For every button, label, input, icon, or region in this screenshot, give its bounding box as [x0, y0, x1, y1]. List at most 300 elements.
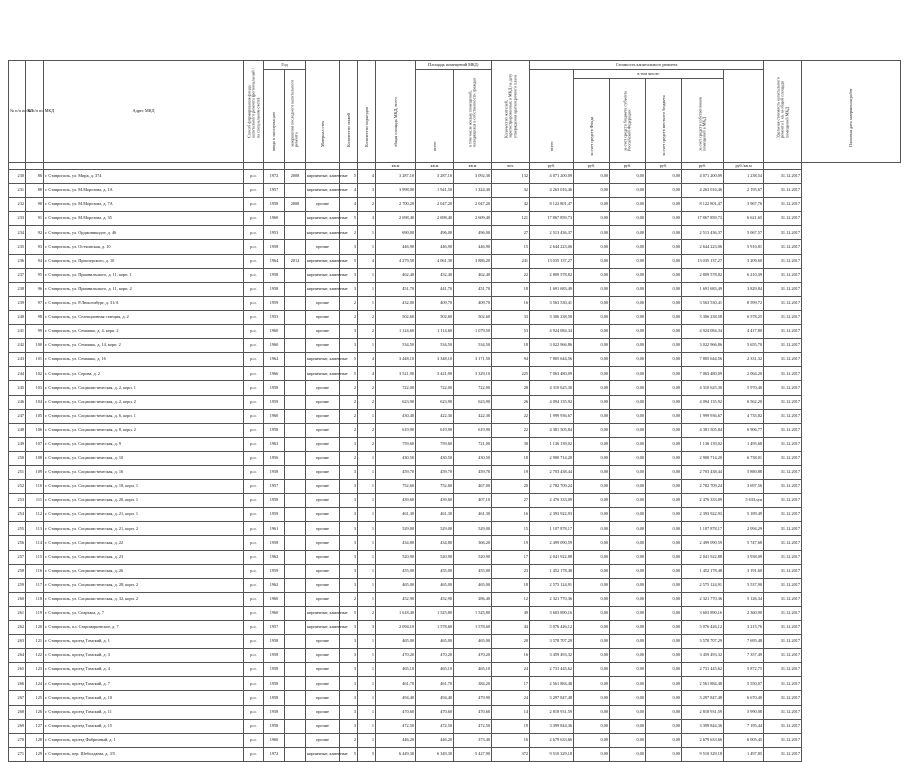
header-num-mkd: № п/п по МКД	[26, 61, 44, 163]
table-cell: 502,60	[416, 310, 454, 324]
table-cell: 2 513 436,37	[682, 226, 724, 240]
table-cell	[285, 282, 306, 296]
unit-rub-sqm: руб./кв.м	[724, 163, 764, 170]
table-cell: р.о.	[244, 508, 264, 522]
table-cell: 13 035 137,27	[530, 254, 574, 268]
table-cell: 239	[9, 296, 26, 310]
table-cell: прочие	[306, 451, 340, 465]
table-cell: 19	[492, 719, 530, 733]
table-cell: г. Ставрополь, ул. Социалистическая, д. 21, корп. 1	[44, 508, 244, 522]
table-row	[9, 719, 901, 733]
table-cell: 520,90	[416, 550, 454, 564]
table-cell: 0,00	[610, 409, 646, 423]
table-cell: 31.12.2017	[764, 268, 802, 282]
table-cell	[285, 409, 306, 423]
table-cell: 0,00	[574, 705, 610, 719]
table-cell: 31.12.2017	[764, 381, 802, 395]
table-cell	[285, 451, 306, 465]
table-cell: 0,00	[610, 465, 646, 479]
table-cell: 6 578,25	[724, 310, 764, 324]
table-cell: 0,00	[574, 381, 610, 395]
table-cell: 623,90	[454, 395, 492, 409]
table-cell: 470,60	[454, 705, 492, 719]
table-cell: 0,00	[610, 621, 646, 635]
header-year-built: ввода в эксплуатацию	[264, 70, 285, 163]
table-cell: 0,00	[646, 733, 682, 747]
table-cell: 5	[340, 353, 358, 367]
table-cell: 3	[340, 465, 358, 479]
table-cell: 234	[9, 226, 26, 240]
table-cell: 0,00	[646, 409, 682, 423]
table-cell: 24	[492, 691, 530, 705]
table-cell: г. Ставрополь, ул. Селекционная станция, д. 2	[44, 310, 244, 324]
table-cell: 262	[9, 621, 26, 635]
table-cell: 2 609,40	[454, 212, 492, 226]
table-cell: 5 126,34	[724, 592, 764, 606]
table-cell: г. Ставрополь, ул. Социалистическая, д. 2, корп. 2	[44, 395, 244, 409]
table-cell: 1	[358, 550, 376, 564]
table-row	[9, 635, 901, 649]
table-cell: 461,70	[416, 677, 454, 691]
table-cell: 261	[9, 606, 26, 620]
table-cell	[285, 325, 306, 339]
table-cell: прочие	[306, 465, 340, 479]
table-cell: 0,00	[646, 226, 682, 240]
table-cell: 494,40	[416, 691, 454, 705]
table-cell: 3	[340, 691, 358, 705]
header-cost-local: за счет средств местного бюджета	[646, 79, 682, 163]
table-cell: 0,00	[574, 663, 610, 677]
table-cell: 3 297 847,48	[682, 691, 724, 705]
table-cell: 465,00	[454, 578, 492, 592]
table-cell: 1	[358, 564, 376, 578]
table-cell: 15	[492, 240, 530, 254]
table-cell: кирпичные, каменные	[306, 353, 340, 367]
table-cell: 123	[26, 663, 44, 677]
table-cell	[285, 564, 306, 578]
table-cell: 2 731 445,62	[530, 663, 574, 677]
table-cell: 2 360,90	[724, 606, 764, 620]
table-cell: кирпичные, каменные	[306, 367, 340, 381]
table-cell: 116	[26, 564, 44, 578]
table-cell: г. Ставрополь, проезд Тамский, д. 15	[44, 719, 244, 733]
table-cell: р.о.	[244, 282, 264, 296]
table-cell: 3	[340, 635, 358, 649]
table-cell: 263	[9, 635, 26, 649]
table-cell: 2 782 709,24	[530, 480, 574, 494]
table-cell: 31.12.2017	[764, 437, 802, 451]
table-cell: 3 886,20	[454, 254, 492, 268]
table-cell: 1 618,40	[376, 606, 416, 620]
table-cell: 1959	[264, 395, 285, 409]
table-cell: 0,00	[646, 677, 682, 691]
table-cell: р.о.	[244, 494, 264, 508]
table-cell: 1 136 139,02	[682, 437, 724, 451]
table-cell: 3 209,60	[724, 254, 764, 268]
table-cell: 6 005,45	[724, 733, 764, 747]
table-cell: р.о.	[244, 268, 264, 282]
table-cell: 129	[26, 747, 44, 761]
table-cell: г. Ставрополь, ул. Орджоникидзе, д. 46	[44, 226, 244, 240]
table-cell: 759,60	[416, 437, 454, 451]
table-cell: 2 321 770,36	[682, 592, 724, 606]
table-cell: 494,40	[376, 691, 416, 705]
table-cell: 1 107 878,17	[682, 522, 724, 536]
table-cell: прочие	[306, 508, 340, 522]
table-cell	[285, 268, 306, 282]
table-cell: р.о.	[244, 367, 264, 381]
table-cell: 91	[26, 212, 44, 226]
table-cell: 439,60	[376, 494, 416, 508]
table-cell: 117	[26, 578, 44, 592]
table-cell: 2 644 223,06	[530, 240, 574, 254]
table-cell: 2008	[285, 198, 306, 212]
table-cell: 441,70	[416, 282, 454, 296]
table-cell: 1	[358, 268, 376, 282]
table-cell	[285, 550, 306, 564]
table-cell: 1958	[264, 268, 285, 282]
table-cell: 455,00	[376, 564, 416, 578]
table-cell: 242	[9, 339, 26, 353]
table-cell: 721,00	[454, 437, 492, 451]
table-cell: 230	[9, 170, 26, 184]
table-cell: 2 818 931,59	[530, 705, 574, 719]
table-cell: 0,00	[610, 212, 646, 226]
table-cell: 31.12.2017	[764, 325, 802, 339]
table-cell: 534,50	[416, 339, 454, 353]
table-cell: 5 427,90	[454, 747, 492, 761]
table-cell: 496,00	[454, 226, 492, 240]
table-cell: 31.12.2017	[764, 649, 802, 663]
table-cell: 86	[26, 170, 44, 184]
table-cell: 461,70	[376, 677, 416, 691]
table-cell: прочие	[306, 423, 340, 437]
table-cell: р.о.	[244, 254, 264, 268]
table-cell: 246	[9, 395, 26, 409]
table-cell: 3	[340, 268, 358, 282]
table-cell: 0,00	[646, 691, 682, 705]
table-row	[9, 395, 901, 409]
table-cell: 268	[9, 705, 26, 719]
table-row	[9, 578, 901, 592]
table-cell: 0,00	[610, 268, 646, 282]
table-cell: 1958	[264, 677, 285, 691]
table-cell: 7 805 644,56	[682, 353, 724, 367]
table-row	[9, 184, 901, 198]
table-cell: 3 998,00	[376, 184, 416, 198]
table-cell: 1953	[264, 226, 285, 240]
table-cell: 2	[340, 296, 358, 310]
table-cell: р.о.	[244, 339, 264, 353]
table-cell: 248	[9, 423, 26, 437]
table-cell: 2 900 714,20	[682, 451, 724, 465]
table-cell: 27	[492, 494, 530, 508]
table-cell: прочие	[306, 677, 340, 691]
table-cell: 24	[492, 663, 530, 677]
table-cell: 90	[26, 198, 44, 212]
table-cell: 5 537,90	[724, 578, 764, 592]
table-cell: 5 189,49	[724, 508, 764, 522]
table-row	[9, 198, 901, 212]
table-cell: 0,00	[610, 719, 646, 733]
table-cell: прочие	[306, 339, 340, 353]
table-cell: 5 872,75	[724, 663, 764, 677]
table-cell: 1 079,50	[454, 325, 492, 339]
table-cell: прочие	[306, 578, 340, 592]
table-cell: 3 171,50	[454, 353, 492, 367]
table-cell: 259	[9, 578, 26, 592]
table-cell: 31.12.2017	[764, 395, 802, 409]
table-cell: 0,00	[610, 353, 646, 367]
table-cell: 1958	[264, 719, 285, 733]
table-cell: 1960	[264, 592, 285, 606]
table-cell: г. Ставрополь, ул. Остчинская, д. 10	[44, 240, 244, 254]
table-cell: р.о.	[244, 465, 264, 479]
table-cell: 1972	[264, 747, 285, 761]
table-row	[9, 423, 901, 437]
table-cell: г. Ставрополь, ул. Семашко, д. 14, корп. 2	[44, 339, 244, 353]
table-cell: 1957	[264, 621, 285, 635]
table-row	[9, 367, 901, 381]
table-cell	[285, 480, 306, 494]
table-cell: 4 381 505,84	[682, 423, 724, 437]
table-cell: 1 107 878,17	[530, 522, 574, 536]
table-cell: 452,40	[416, 268, 454, 282]
table-cell: 93	[26, 240, 44, 254]
table-cell: 0,00	[610, 494, 646, 508]
table-cell: 88	[26, 184, 44, 198]
table-cell: 534,50	[376, 339, 416, 353]
table-cell: 3 563 530,41	[682, 296, 724, 310]
table-cell: р.о.	[244, 325, 264, 339]
table-cell: 53	[492, 325, 530, 339]
table-row	[9, 240, 901, 254]
table-cell: 462,40	[454, 268, 492, 282]
table-cell: 2 782 709,24	[682, 480, 724, 494]
table-cell: 529,00	[416, 522, 454, 536]
table-cell: 6 738,01	[724, 451, 764, 465]
table-cell: 1	[358, 296, 376, 310]
table-cell: 2	[340, 409, 358, 423]
table-cell: 0,00	[646, 268, 682, 282]
table-cell: 3	[340, 536, 358, 550]
table-cell: г. Ставрополь, ул. Социалистическая, д. 26	[44, 564, 244, 578]
table-cell: 472,50	[454, 719, 492, 733]
table-cell	[285, 212, 306, 226]
table-cell: 0,00	[646, 508, 682, 522]
table-cell: г. Ставрополь, ул. Социалистическая, д. 28, корп. 2	[44, 578, 244, 592]
table-cell: 1	[358, 635, 376, 649]
table-cell: 0,00	[610, 226, 646, 240]
table-cell: 1960	[264, 339, 285, 353]
table-cell: 0,00	[610, 564, 646, 578]
table-cell: 4 310 625,30	[682, 381, 724, 395]
table-cell: 0,00	[574, 747, 610, 761]
table-cell: г. Ставрополь, проезд Тамский, д. 11	[44, 705, 244, 719]
table-cell: 2 700,20	[376, 198, 416, 212]
table-cell: 3	[340, 550, 358, 564]
table-cell: 1956	[264, 451, 285, 465]
table-cell: р.о.	[244, 395, 264, 409]
table-cell: 1 525,80	[416, 606, 454, 620]
table-cell: р.о.	[244, 409, 264, 423]
table-cell: 31.12.2017	[764, 465, 802, 479]
table-cell: 4 071 200,09	[682, 170, 724, 184]
table-cell: 502,60	[376, 310, 416, 324]
table-cell: 3	[340, 719, 358, 733]
table-cell: 4 279,50	[376, 254, 416, 268]
table-cell: прочие	[306, 240, 340, 254]
table-row	[9, 282, 901, 296]
table-cell	[285, 381, 306, 395]
table-cell: прочие	[306, 719, 340, 733]
table-cell: 16	[492, 508, 530, 522]
table-cell: 1958	[264, 423, 285, 437]
table-cell: г. Ставрополь, ул. Семашко, д. 16	[44, 353, 244, 367]
table-cell: г. Ставрополь, ул. Социалистическая, д. 18, корп. 1	[44, 480, 244, 494]
table-cell: 373,40	[454, 733, 492, 747]
table-cell: 31.12.2017	[764, 747, 802, 761]
table-cell: 111	[26, 494, 44, 508]
table-cell: 102	[26, 367, 44, 381]
table-cell: 0,00	[610, 649, 646, 663]
table-cell: 366,20	[454, 536, 492, 550]
table-cell: 1959	[264, 564, 285, 578]
table-cell: г. Ставрополь, проезд Фабричный, д. 1	[44, 733, 244, 747]
table-cell: 105	[26, 409, 44, 423]
table-cell: 619,90	[416, 423, 454, 437]
table-cell: 465,00	[376, 635, 416, 649]
table-cell	[285, 677, 306, 691]
table-cell: г. Ставрополь, ул. Прианильского, д. 11, корп. 1	[44, 268, 244, 282]
table-cell: 0,00	[646, 536, 682, 550]
table-cell: 31.12.2017	[764, 212, 802, 226]
table-cell: кирпичные, каменные	[306, 170, 340, 184]
table-cell: 101	[26, 353, 44, 367]
table-cell	[285, 663, 306, 677]
table-cell: 0,00	[574, 719, 610, 733]
table-cell: 5 970,40	[724, 381, 764, 395]
table-cell: 0,00	[610, 395, 646, 409]
header-cost-fund: за счет средств Фонда	[574, 79, 610, 163]
table-cell: 31.12.2017	[764, 663, 802, 677]
table-cell: 1959	[264, 296, 285, 310]
table-cell: р.о.	[244, 733, 264, 747]
table-cell: 0,00	[646, 296, 682, 310]
table-cell: г. Ставрополь, проезд Тамский, д. 4	[44, 663, 244, 677]
table-cell: р.о.	[244, 423, 264, 437]
table-cell: 0,00	[610, 536, 646, 550]
table-cell: прочие	[306, 536, 340, 550]
table-cell: 0,00	[610, 663, 646, 677]
table-cell: 2	[358, 437, 376, 451]
table-cell: 465,00	[376, 578, 416, 592]
table-cell: 31.12.2017	[764, 508, 802, 522]
table-cell: 0,00	[610, 282, 646, 296]
table-cell: 247	[9, 409, 26, 423]
table-cell: 2 703 438,44	[530, 465, 574, 479]
table-cell: 2 809 578,82	[682, 268, 724, 282]
table-cell: 31.12.2017	[764, 367, 802, 381]
table-cell: 1	[358, 240, 376, 254]
header-residents: Количество жителей, зарегистрированных в МКД на дату утверждения краткосрочного плана	[492, 61, 530, 163]
table-cell: 0,00	[610, 522, 646, 536]
table-cell: 1	[358, 733, 376, 747]
table-cell: 241	[492, 254, 530, 268]
table-cell: 2 393 922,93	[530, 508, 574, 522]
table-cell: р.о.	[244, 240, 264, 254]
table-cell: р.о.	[244, 663, 264, 677]
table-cell: 1958	[264, 282, 285, 296]
table-cell: 3	[340, 437, 358, 451]
table-cell: 121	[26, 635, 44, 649]
table-cell: 255	[9, 522, 26, 536]
table-cell: 1	[358, 649, 376, 663]
table-cell: 6 562,20	[724, 395, 764, 409]
table-cell: 118	[26, 592, 44, 606]
table-cell: 2 064,20	[724, 367, 764, 381]
table-cell: 439,60	[416, 494, 454, 508]
table-cell: 15	[492, 522, 530, 536]
table-cell: 465,10	[416, 663, 454, 677]
table-cell: 3 459 493,32	[530, 649, 574, 663]
table-cell: 5 916,81	[724, 240, 764, 254]
table-cell: 112	[26, 508, 44, 522]
table-cell: 1958	[264, 705, 285, 719]
table-cell: 1 452 178,48	[530, 564, 574, 578]
header-cost: Стоимость капитального ремонта	[530, 61, 764, 70]
table-cell: 3	[340, 649, 358, 663]
table-cell: 0,00	[574, 508, 610, 522]
table-cell: 1958	[264, 240, 285, 254]
table-cell: 1958	[264, 663, 285, 677]
table-cell: 619,90	[376, 423, 416, 437]
table-cell: 1	[358, 339, 376, 353]
table-cell: 0,00	[610, 691, 646, 705]
table-cell: 244	[9, 367, 26, 381]
table-cell: г. Ставрополь, ул. Спартака, д. 7	[44, 606, 244, 620]
table-cell: 31.12.2017	[764, 296, 802, 310]
header-address: Адрес МКД	[44, 61, 244, 163]
table-cell: 236	[9, 254, 26, 268]
table-cell: 2012	[285, 254, 306, 268]
header-unit-cost: Удельная стоимость капитального ремонта 1 кв. м общей площади помещений МКД	[764, 61, 802, 163]
table-cell: 465,00	[454, 635, 492, 649]
table-cell: 0,00	[610, 325, 646, 339]
table-cell: 9 510 329,18	[682, 747, 724, 761]
table-cell: 3 306 238,58	[530, 310, 574, 324]
table-row	[9, 550, 901, 564]
table-cell: 1957	[264, 184, 285, 198]
table-cell: 4 094 135,92	[682, 395, 724, 409]
table-cell: 18	[492, 339, 530, 353]
table-cell: 3 399 844,36	[682, 719, 724, 733]
header-premises-residential: в том числе жилых помещений, находящихся в собственности граждан	[454, 70, 492, 163]
table-cell: 722,00	[376, 381, 416, 395]
table-cell: 31.12.2017	[764, 564, 802, 578]
table-cell: 1	[358, 465, 376, 479]
table-cell: 7 195,44	[724, 719, 764, 733]
table-cell	[285, 339, 306, 353]
table-cell: 430,50	[376, 451, 416, 465]
table-cell: 2 900 714,20	[530, 451, 574, 465]
table-cell: 3 348,10	[416, 353, 454, 367]
table-cell: 1	[358, 705, 376, 719]
unit-rub: руб.	[574, 163, 610, 170]
table-cell: 245	[9, 381, 26, 395]
table-cell: г. Ставрополь, пер. Шеболдаева, д. 3/5	[44, 747, 244, 761]
table-row	[9, 663, 901, 677]
